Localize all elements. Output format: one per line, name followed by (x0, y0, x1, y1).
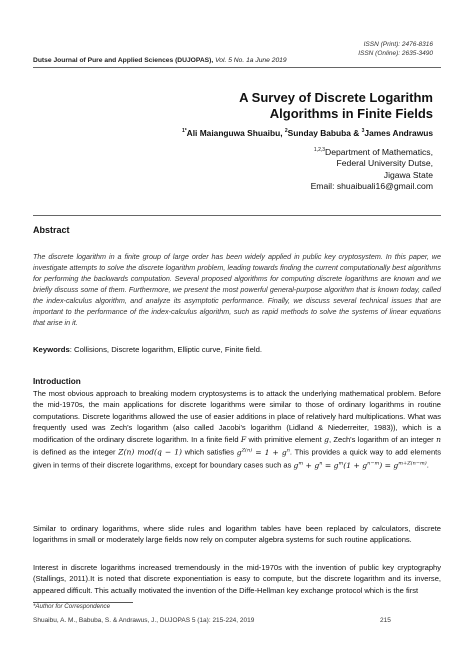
eq2-e4: n−m (367, 459, 380, 466)
footnote: *Author for Correspondence (33, 603, 111, 610)
eq2-mid3: (1 + g (343, 460, 368, 470)
eq1-rhs-exp: n (286, 447, 290, 454)
page-number: 215 (380, 617, 391, 624)
affiliation-dept: Department of Mathematics, (325, 146, 433, 157)
eq2-mid: + g (303, 460, 320, 470)
journal-name: Dutse Journal of Pure and Applied Sciences (DUJOPAS), (33, 57, 214, 64)
journal-info (33, 57, 287, 64)
issn-block (358, 40, 433, 58)
issn-print: ISSN (Print): 2476-8316 (363, 41, 433, 48)
issn-online: ISSN (Online): 2635-3490 (358, 50, 433, 57)
title-line-2: Algorithms in Finite Fields (269, 106, 433, 121)
intro-paragraph-2: Similar to ordinary logarithms, where slide rules and logarithm tables have been replaced by calculators, discrete logarithms in small or moderately large fields now rely on computer algebra systems for such routine applications. (33, 524, 441, 545)
affiliation-univ: Federal University Dutse, (336, 158, 433, 169)
intro-paragraph-3: Interest in discrete logarithms increased tremendously in the mid-1970s with the invention of public key cryptography (Stallings, 2011).It is noted that discrete exponentiation is easy to compute, but the discrete logarithm and its inverse, appeared difficult. This actually motivated the invention of the Diffe-Hellman key exchange protocol which is the first (33, 563, 441, 595)
math-g: g (324, 434, 329, 444)
intro-paragraph-1 (33, 388, 441, 471)
math-F: F (240, 434, 247, 444)
keywords (33, 345, 262, 354)
eq2-e2: n (319, 459, 323, 466)
p1-text-f: . This provides a quick way to add elements given in terms of their discrete logarithms, except for boundary cases such as (33, 447, 442, 470)
author-2-mark: 2 (284, 128, 288, 135)
eq1-base: g (236, 447, 242, 457)
abstract-rule (33, 215, 441, 216)
affiliation-marks: 1,2,3 (313, 147, 326, 153)
affiliation-email: Email: shuaibuali16@gmail.com (310, 181, 433, 192)
eq2-mid4: ) = g (379, 460, 399, 470)
eq1-exp: Z(n) (241, 447, 253, 454)
abstract-body: The discrete logarithm in a finite group of large order has been widely applied in public key cryptosystem. In this paper, we investigate attempts to solve the discrete logarithm problem, leading towards finding the current computationally best algorithms for performing the backwards computation. Several proposed algorithms for computing discrete logarithms are known and we briefly discuss some of them. Furthermore, we present the most powerful general-purpose algorithm that is known today, called the index-calculus algorithm, and analyze its asymptotic performance. Finally, we discuss several technical issues that are important to the performance of the index-calculus algorithm, such as rapid methods to solve the systems of linear equations that arise in it. (33, 252, 441, 327)
abstract-heading: Abstract (33, 225, 70, 235)
author-2: Sunday Babuba & (287, 128, 362, 138)
eq2-e5: m+Z(n−m) (398, 459, 427, 466)
eq2-g1: g (293, 460, 299, 470)
header-rule (33, 67, 441, 68)
journal-issue: Vol. 5 No. 1a June 2019 (215, 57, 287, 64)
author-1: Ali Maianguwa Shuaibu, (186, 128, 285, 138)
p1-end: . (426, 460, 429, 470)
footer-citation: Shuaibu, A. M., Babuba, S. & Andrawus, J., DUJOPAS 5 (1a): 215-224, 2019 (33, 617, 255, 624)
introduction-heading: Introduction (33, 377, 81, 386)
author-3: James Andrawus (364, 128, 433, 138)
keywords-label: Keywords (33, 345, 70, 354)
p1-text-d: is defined as the integer (33, 447, 119, 457)
eq1-rhs: = 1 + g (252, 447, 287, 457)
author-list (182, 128, 433, 138)
eq2-e1: m (298, 459, 304, 466)
author-1-mark: 1* (181, 128, 187, 135)
equation-zech (237, 448, 290, 457)
p1-text-a: The most obvious approach to breaking modern cryptosystems is to attack the underlying mathematical problem. Before the mid-1970s, the main applications for discrete logarithms were similar to those of ordinary logarithms in routine computations. Discrete logarithms allowed the use of easier additions in place of relatively hard multiplications. What was frequently used was Zech's logarithm (also called Jacobi's logarithm (Lidland & Niederreiter, 1983)), which is a modification of the ordinary discrete logarithm. In a finite field (33, 389, 441, 444)
title-line-1: A Survey of Discrete Logarithm (239, 90, 433, 105)
math-n: n (436, 434, 441, 444)
affiliation (311, 145, 433, 193)
equation-boundary (294, 461, 427, 470)
p1-text-c: , Zech's logarithm of an integer (328, 434, 437, 444)
math-zn: Z(n) mod(q − 1) (118, 447, 183, 457)
eq2-mid2: = g (322, 460, 339, 470)
p1-text-e: which satisfies (182, 447, 237, 457)
eq2-e3: m (338, 459, 344, 466)
affiliation-state: Jigawa State (383, 169, 433, 180)
article-title (133, 90, 433, 122)
keywords-list: : Collisions, Discrete logarithm, Elliptic curve, Finite field. (69, 345, 263, 354)
author-3-mark: 3 (361, 128, 365, 135)
p1-text-b: with primitive element (246, 434, 325, 444)
